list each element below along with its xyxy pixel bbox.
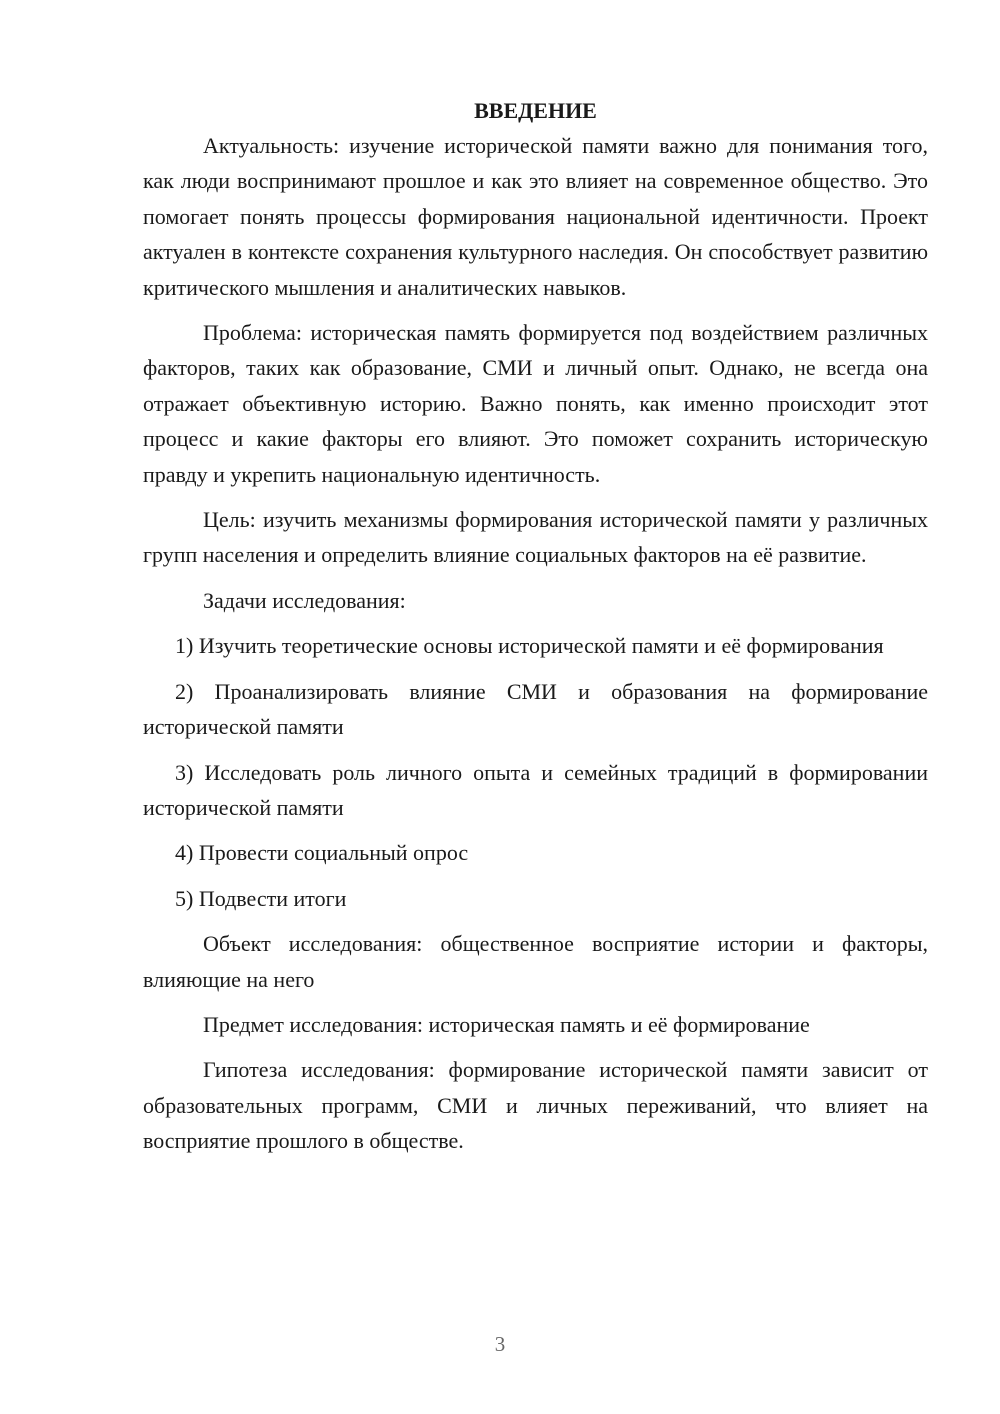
task-item-2: 2) Проанализировать влияние СМИ и образования на формирование исторической памяти	[143, 678, 928, 740]
task-item-5: 5) Подвести итоги	[175, 885, 347, 911]
task-item-3: 3) Исследовать роль личного опыта и семейных традиций в формировании исторической памяти	[143, 759, 928, 820]
paragraph-object: Объект исследования: общественное восприятие истории и факторы, влияющие на него	[143, 931, 928, 992]
task-item-4: 4) Провести социальный опрос	[175, 840, 469, 866]
document-page	[143, 96, 928, 1169]
page-title: ВВЕДЕНИЕ	[474, 98, 597, 123]
paragraph-subject: Предмет исследования: историческая память и её формирование	[203, 1011, 810, 1037]
page-number: 3	[494, 1332, 506, 1356]
paragraph-hypothesis: Гипотеза исследования: формирование исторической памяти зависит от образовательных программ, СМИ и личных переживаний, что влияет на восприятие прошлого в обществе.	[143, 1057, 928, 1154]
tasks-heading: Задачи исследования:	[203, 587, 406, 613]
paragraph-relevance: Актуальность: изучение исторической памяти важно для понимания того, как люди воспринимают прошлое и как это влияет на современное общество. Это помогает понять процессы формирования национальной идентичности. Проект актуален в контексте сохранения культурного наследия. Он способствует развитию критического мышления и аналитических навыков.	[143, 133, 928, 300]
task-item-1: 1) Изучить теоретические основы исторической памяти и её формирования	[175, 633, 884, 659]
paragraph-problem: Проблема: историческая память формируется под воздействием различных факторов, таких как образование, СМИ и личный опыт. Однако, не всегда она отражает объективную историю. Важно понять, как именно происходит этот процесс и какие факторы его влияют. Это поможет сохранить историческую правду и укрепить национальную идентичность.	[143, 320, 928, 487]
paragraph-goal: Цель: изучить механизмы формирования исторической памяти у различных групп населения и определить влияние социальных факторов на её развитие.	[143, 507, 928, 568]
